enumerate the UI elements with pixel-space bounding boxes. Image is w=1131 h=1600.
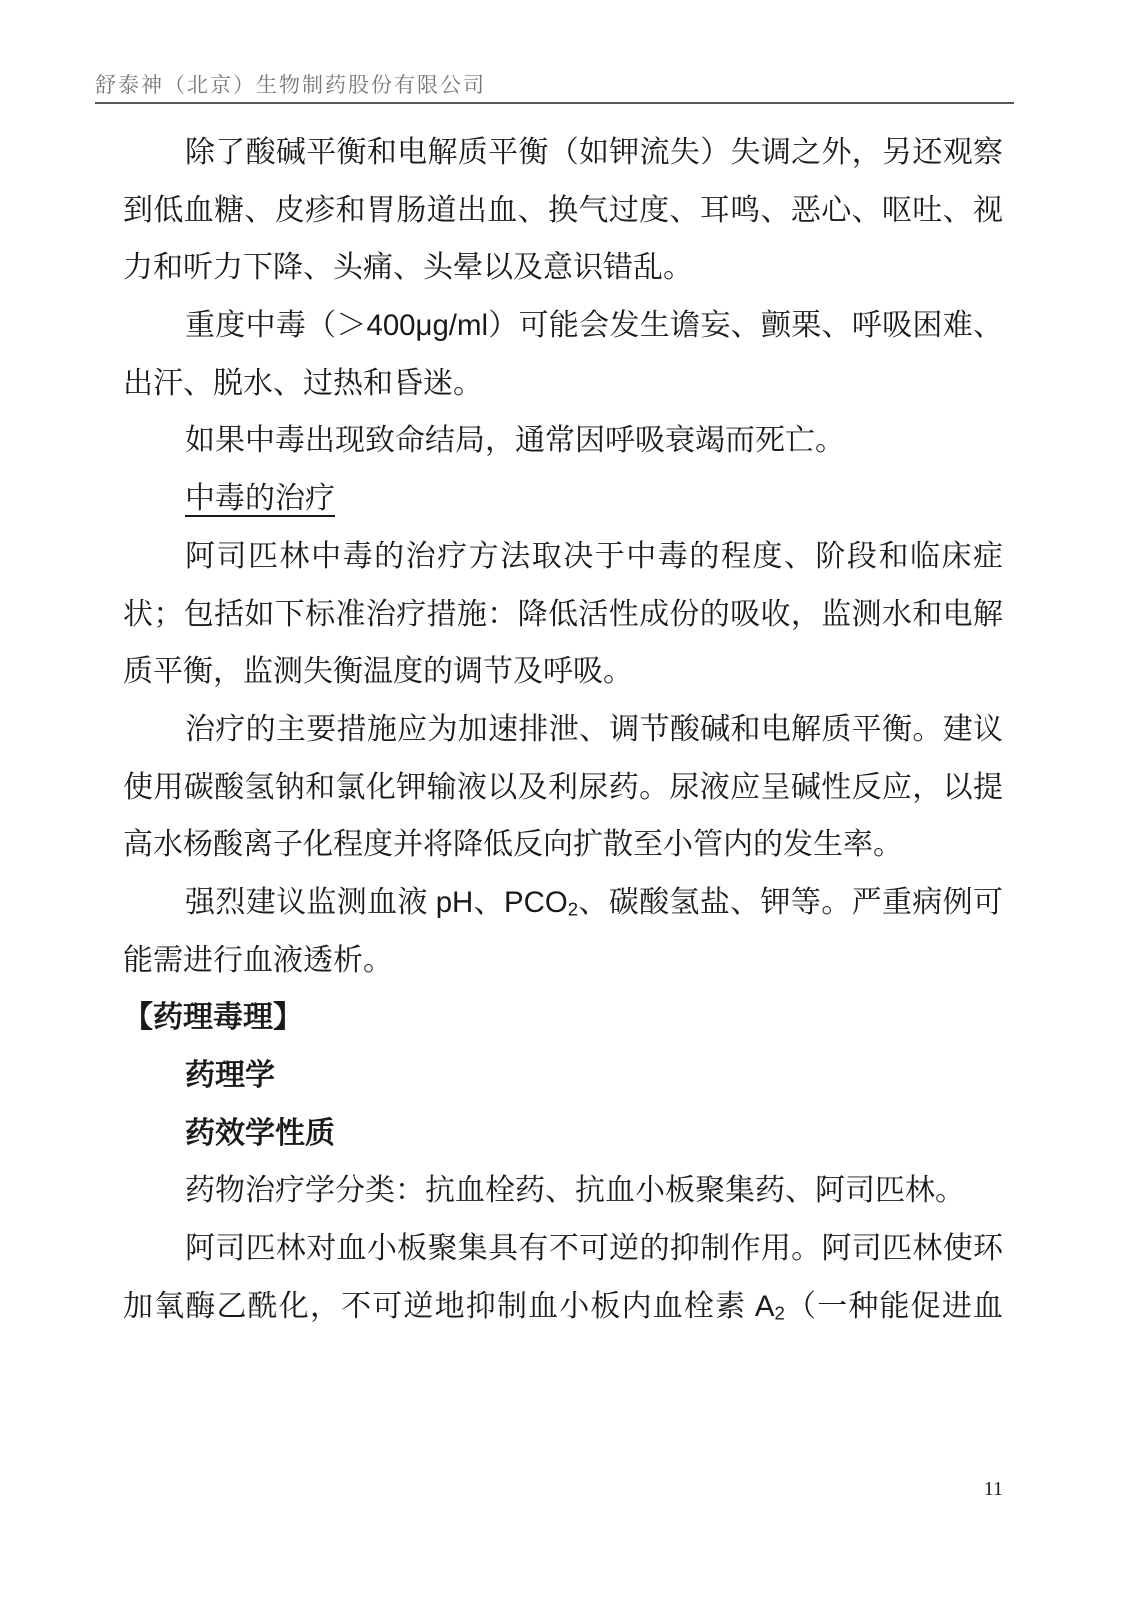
subsection-heading-underlined xyxy=(123,470,1003,528)
page-header xyxy=(95,70,1014,104)
paragraph-line xyxy=(123,1278,1003,1336)
paragraph-line xyxy=(123,816,1003,874)
latin-text-run: 2 xyxy=(567,898,579,920)
cjk-text-run: 加氧酶乙酰化，不可逆地抑制血小板内血栓素 xyxy=(123,1289,755,1323)
latin-text-run: 2 xyxy=(774,1302,785,1324)
cjk-text-run: 药理学 xyxy=(185,1059,275,1092)
document-body xyxy=(123,124,1003,1335)
page-number: 11 xyxy=(983,1478,1003,1500)
cjk-text-run: 中毒的治疗 xyxy=(185,482,335,516)
paragraph-line xyxy=(123,701,1003,759)
cjk-text-run: 【药理毒理】 xyxy=(123,1001,303,1035)
paragraph-line xyxy=(123,239,1003,297)
cjk-text-run: 阿司匹林对血小板聚集具有不可逆的抑制作用。阿司匹林使环 xyxy=(185,1232,1003,1266)
cjk-text-run: 出汗、脱水、过热和昏迷。 xyxy=(123,366,483,400)
cjk-text-run: 、碳酸氢盐、钾等。严重病例可 xyxy=(578,885,1004,919)
cjk-text-run: 阿司匹林中毒的治疗方法取决于中毒的程度、阶段和临床症 xyxy=(185,539,1003,573)
paragraph-line xyxy=(123,297,1003,355)
subsection-heading xyxy=(123,1047,1003,1105)
paragraph-line xyxy=(123,1220,1003,1278)
cjk-text-run: 力和听力下降、头痛、头晕以及意识错乱。 xyxy=(123,251,693,285)
section-heading xyxy=(123,989,1003,1047)
paragraph-line xyxy=(123,528,1003,586)
paragraph-line xyxy=(123,124,1003,182)
subsection-heading xyxy=(123,1105,1003,1163)
cjk-text-run: 使用碳酸氢钠和氯化钾输液以及利尿药。尿液应呈碱性反应，以提 xyxy=(123,770,1003,804)
cjk-text-run: 、 xyxy=(473,885,504,919)
paragraph-line xyxy=(123,412,1003,470)
paragraph-line xyxy=(123,932,1003,990)
paragraph-line xyxy=(123,182,1003,240)
cjk-text-run: 到低血糖、皮疹和胃肠道出血、换气过度、耳鸣、恶心、呕吐、视 xyxy=(123,193,1003,227)
paragraph-line xyxy=(123,874,1003,932)
cjk-text-run: 质平衡，监测失衡温度的调节及呼吸。 xyxy=(123,655,633,689)
paragraph-line xyxy=(123,355,1003,413)
latin-text-run: PCO xyxy=(504,885,568,919)
cjk-text-run: 高水杨酸离子化程度并将降低反向扩散至小管内的发生率。 xyxy=(123,828,903,862)
header-company-name: 舒泰神（北京）生物制药股份有限公司 xyxy=(95,73,486,97)
cjk-text-run: 药效学性质 xyxy=(185,1116,335,1150)
paragraph-line xyxy=(123,1162,1003,1220)
cjk-text-run: 除了酸碱平衡和电解质平衡（如钾流失）失调之外，另还观察 xyxy=(185,136,1003,169)
cjk-text-run: 药物治疗学分类：抗血栓药、抗血小板聚集药、阿司匹林。 xyxy=(185,1174,965,1208)
cjk-text-run: 强烈建议监测血液 xyxy=(185,885,436,919)
latin-text-run: A xyxy=(754,1289,775,1323)
cjk-text-run: ）可能会发生谵妄、颤栗、呼吸困难、 xyxy=(487,309,1004,343)
paragraph-line xyxy=(123,759,1003,817)
paragraph-line xyxy=(123,643,1003,701)
latin-text-run: pH xyxy=(435,885,474,919)
latin-text-run: 400μg/ml xyxy=(366,309,488,343)
cjk-text-run: 重度中毒（＞ xyxy=(185,309,367,343)
cjk-text-run: 状；包括如下标准治疗措施：降低活性成份的吸收，监测水和电解 xyxy=(123,597,1003,631)
cjk-text-run: 能需进行血液透析。 xyxy=(123,943,393,977)
cjk-text-run: 治疗的主要措施应为加速排泄、调节酸碱和电解质平衡。建议 xyxy=(185,712,1003,746)
cjk-text-run: 如果中毒出现致命结局，通常因呼吸衰竭而死亡。 xyxy=(185,424,845,458)
paragraph-line xyxy=(123,586,1003,644)
cjk-text-run: （一种能促进血 xyxy=(784,1289,1004,1323)
